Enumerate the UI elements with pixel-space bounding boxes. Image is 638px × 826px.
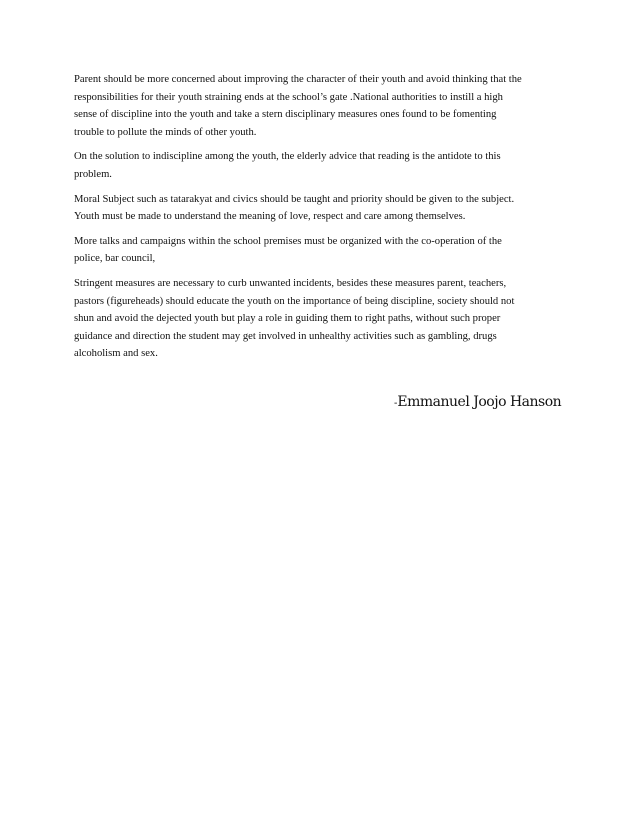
text-line: shun and avoid the dejected youth but play a role in guiding them to right paths, without such proper: [74, 313, 501, 325]
text-line: guidance and direction the student may get involved in unhealthy activities such as gambling, drugs: [74, 330, 497, 342]
author-signature: [394, 392, 574, 414]
text-line: On the solution to indiscipline among the youth, the elderly advice that reading is the antidote to this: [74, 151, 501, 163]
text-line: responsibilities for their youth straining ends at the school’s gate .National authorities to instill a high: [74, 91, 503, 103]
text-line: pastors (figureheads) should educate the youth on the importance of being discipline, society should not: [74, 295, 515, 307]
paragraph-moral-subject: [74, 191, 572, 226]
text-line: Moral Subject such as tatarakyat and civics should be taught and priority should be given to the subject.: [74, 193, 515, 205]
document-body: [74, 71, 572, 370]
paragraph-stringent-measures: [74, 275, 572, 363]
text-line: police, bar council,: [74, 253, 156, 265]
paragraph-reading-solution: [74, 148, 572, 183]
paragraph-talks-campaigns: [74, 233, 572, 268]
signature-dash: -: [394, 398, 398, 409]
text-line: More talks and campaigns within the school premises must be organized with the co-operation of the: [74, 235, 502, 247]
signature-name: Emmanuel Joojo Hanson: [397, 394, 562, 410]
text-line: Youth must be made to understand the meaning of love, respect and care among themselves.: [74, 211, 466, 223]
text-line: Stringent measures are necessary to curb unwanted incidents, besides these measures parent, teachers,: [74, 277, 507, 289]
text-line: Parent should be more concerned about improving the character of their youth and avoid thinking that the: [74, 74, 522, 85]
text-line: sense of discipline into the youth and take a stern disciplinary measures ones found to be fomenting: [74, 109, 497, 121]
text-line: problem.: [74, 168, 112, 180]
text-line: trouble to pollute the minds of other youth.: [74, 126, 257, 138]
paragraph-parent-character: [74, 71, 572, 141]
text-line: alcoholism and sex.: [74, 348, 158, 360]
